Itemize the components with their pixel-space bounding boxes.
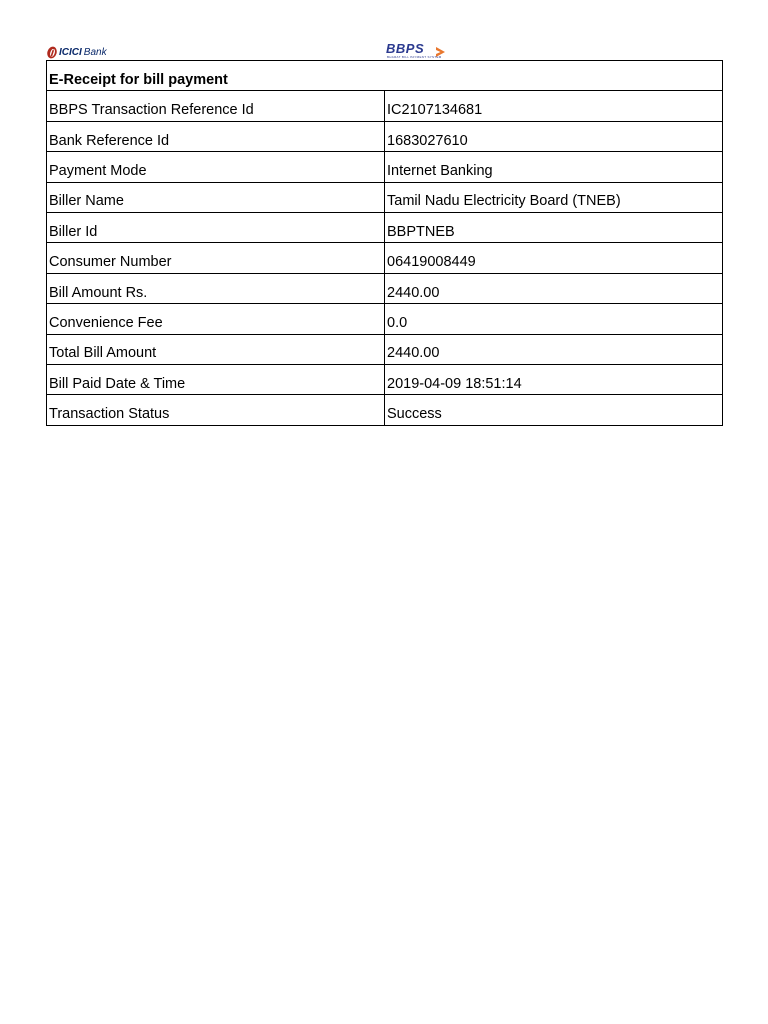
receipt-field-value: IC2107134681 (385, 91, 723, 121)
receipt-field-value: Internet Banking (385, 152, 723, 182)
receipt-row (47, 91, 723, 121)
icici-wordmark: ICICI (59, 46, 82, 58)
bbps-logo (386, 42, 448, 60)
receipt-row (47, 243, 723, 273)
receipt-row (47, 273, 723, 303)
receipt-row (47, 395, 723, 425)
icici-flame-icon (46, 45, 58, 59)
receipt-field-label: Bill Paid Date & Time (47, 364, 385, 394)
receipt-row (47, 182, 723, 212)
icici-bank-suffix: Bank (83, 46, 107, 58)
receipt-field-value: 2019-04-09 18:51:14 (385, 364, 723, 394)
receipt-field-label: Bank Reference Id (47, 121, 385, 151)
receipt-field-value: 06419008449 (385, 243, 723, 273)
icici-bank-logo (46, 44, 107, 60)
receipt-field-value: Tamil Nadu Electricity Board (TNEB) (385, 182, 723, 212)
receipt-row (47, 121, 723, 151)
receipt-field-value: Success (385, 395, 723, 425)
receipt-field-label: Total Bill Amount (47, 334, 385, 364)
receipt-row (47, 364, 723, 394)
receipt-field-label: Biller Name (47, 182, 385, 212)
receipt-field-value: 2440.00 (385, 273, 723, 303)
receipt-row (47, 152, 723, 182)
receipt-field-label: Transaction Status (47, 395, 385, 425)
bbps-wordmark: BBPS (386, 41, 425, 56)
receipt-field-value: 0.0 (385, 304, 723, 334)
receipt-row (47, 334, 723, 364)
bbps-tagline: BHARAT BILL PAYMENT SYSTEM (387, 55, 442, 59)
receipt-title: E-Receipt for bill payment (47, 61, 723, 91)
receipt-field-value: 1683027610 (385, 121, 723, 151)
receipt-field-label: Consumer Number (47, 243, 385, 273)
receipt-row (47, 304, 723, 334)
receipt-field-label: Bill Amount Rs. (47, 273, 385, 303)
receipt-field-label: BBPS Transaction Reference Id (47, 91, 385, 121)
logo-header (46, 42, 722, 60)
receipt-row (47, 212, 723, 242)
receipt-field-label: Convenience Fee (47, 304, 385, 334)
receipt-field-label: Payment Mode (47, 152, 385, 182)
receipt-table (46, 60, 723, 426)
receipt-title-row (47, 61, 723, 91)
receipt-field-value: BBPTNEB (385, 212, 723, 242)
receipt-field-value: 2440.00 (385, 334, 723, 364)
receipt-field-label: Biller Id (47, 212, 385, 242)
